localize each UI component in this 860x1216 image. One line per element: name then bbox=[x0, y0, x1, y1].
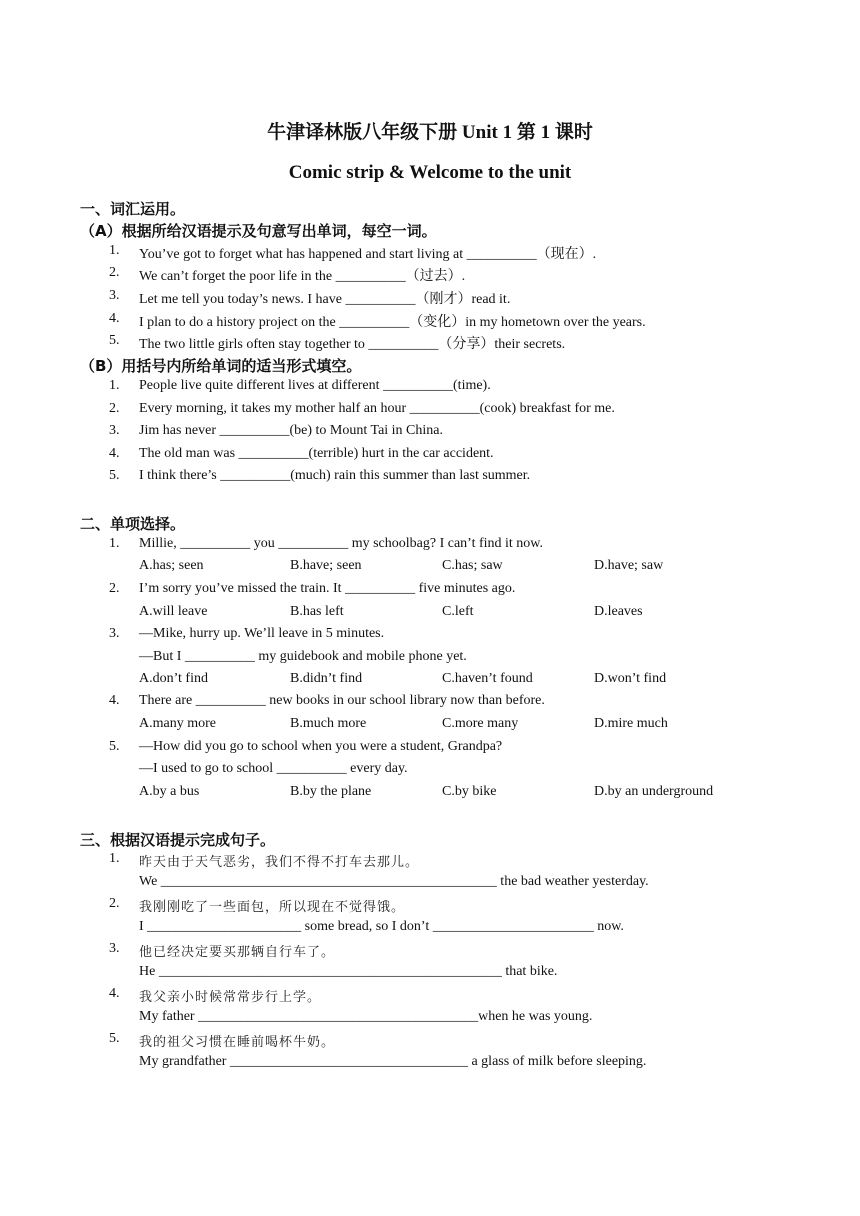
mc-option: D.have; saw bbox=[594, 558, 664, 573]
mc-option: A.by a bus bbox=[139, 784, 200, 799]
item-number: 5. bbox=[109, 739, 120, 754]
mc-question-1: Millie, __________ you __________ my schoolbag? I can’t find it now. bbox=[139, 536, 544, 551]
mc-option: A.has; seen bbox=[139, 558, 204, 573]
partB-item-3: Jim has never __________(be) to Mount Tai in China. bbox=[139, 423, 444, 438]
translation-prompt-5: 我的祖父习惯在睡前喝杯牛奶。 bbox=[139, 1035, 336, 1050]
mc-question-5-line-2: —I used to go to school __________ every day. bbox=[139, 761, 408, 776]
partA-item-1: You’ve got to forget what has happened and start living at __________（现在）. bbox=[139, 247, 597, 262]
section1-partB-heading: （B）用括号内所给单词的适当形式填空。 bbox=[80, 357, 362, 375]
mc-question-3-line-2: —But I __________ my guidebook and mobile phone yet. bbox=[139, 649, 467, 664]
mc-option: D.won’t find bbox=[594, 671, 667, 686]
item-number: 1. bbox=[109, 851, 120, 866]
mc-option: C.left bbox=[442, 604, 474, 619]
mc-option: B.have; seen bbox=[290, 558, 362, 573]
partB-item-4: The old man was __________(terrible) hurt in the car accident. bbox=[139, 446, 494, 461]
partA-item-3: Let me tell you today’s news. I have __________（刚才）read it. bbox=[139, 292, 511, 307]
item-number: 5. bbox=[109, 333, 120, 348]
mc-question-2: I’m sorry you’ve missed the train. It __________ five minutes ago. bbox=[139, 581, 516, 596]
section2-heading: 二、单项选择。 bbox=[80, 515, 186, 533]
section1-heading: 一、词汇运用。 bbox=[80, 200, 186, 218]
mc-option: B.by the plane bbox=[290, 784, 372, 799]
item-number: 5. bbox=[109, 468, 120, 483]
partA-item-2: We can’t forget the poor life in the __________（过去）. bbox=[139, 269, 466, 284]
partA-item-4: I plan to do a history project on the __________（变化）in my hometown over the years. bbox=[139, 315, 646, 330]
item-number: 3. bbox=[109, 423, 120, 438]
translation-sentence-3: He _________________________________________________ that bike. bbox=[139, 964, 558, 979]
mc-option: A.will leave bbox=[139, 604, 208, 619]
item-number: 2. bbox=[109, 896, 120, 911]
translation-sentence-4: My father ________________________________________when he was young. bbox=[139, 1009, 593, 1024]
item-number: 4. bbox=[109, 693, 120, 708]
section3-heading: 三、根据汉语提示完成句子。 bbox=[80, 831, 276, 849]
mc-option: D.leaves bbox=[594, 604, 643, 619]
partB-item-1: People live quite different lives at different __________(time). bbox=[139, 378, 491, 393]
mc-option: B.didn’t find bbox=[290, 671, 363, 686]
mc-option: B.much more bbox=[290, 716, 367, 731]
item-number: 1. bbox=[109, 378, 120, 393]
mc-option: B.has left bbox=[290, 604, 344, 619]
mc-option: C.more many bbox=[442, 716, 519, 731]
mc-question-4: There are __________ new books in our school library now than before. bbox=[139, 693, 545, 708]
item-number: 3. bbox=[109, 288, 120, 303]
mc-option: C.has; saw bbox=[442, 558, 503, 573]
translation-prompt-4: 我父亲小时候常常步行上学。 bbox=[139, 990, 322, 1005]
item-number: 4. bbox=[109, 986, 120, 1001]
mc-option: A.many more bbox=[139, 716, 216, 731]
section1-partA-heading: （A）根据所给汉语提示及句意写出单词，每空一词。 bbox=[80, 222, 437, 240]
item-number: 1. bbox=[109, 243, 120, 258]
mc-question-3-line-1: —Mike, hurry up. We’ll leave in 5 minutes. bbox=[139, 626, 385, 641]
translation-prompt-3: 他已经决定要买那辆自行车了。 bbox=[139, 945, 336, 960]
mc-option: A.don’t find bbox=[139, 671, 208, 686]
item-number: 5. bbox=[109, 1031, 120, 1046]
item-number: 1. bbox=[109, 536, 120, 551]
partB-item-5: I think there’s __________(much) rain this summer than last summer. bbox=[139, 468, 531, 483]
translation-prompt-1: 昨天由于天气恶劣，我们不得不打车去那儿。 bbox=[139, 855, 420, 870]
item-number: 2. bbox=[109, 265, 120, 280]
translation-prompt-2: 我刚刚吃了一些面包，所以现在不觉得饿。 bbox=[139, 900, 406, 915]
item-number: 2. bbox=[109, 581, 120, 596]
mc-question-5-line-1: —How did you go to school when you were a student, Grandpa? bbox=[139, 739, 503, 754]
item-number: 3. bbox=[109, 941, 120, 956]
page-title: 牛津译林版八年级下册 Unit 1 第 1 课时 bbox=[267, 122, 593, 143]
item-number: 2. bbox=[109, 401, 120, 416]
translation-sentence-5: My grandfather __________________________________ a glass of milk before sleeping. bbox=[139, 1054, 647, 1069]
translation-sentence-2: I ______________________ some bread, so I don’t _______________________ now. bbox=[139, 919, 624, 934]
partB-item-2: Every morning, it takes my mother half an hour __________(cook) breakfast for me. bbox=[139, 401, 615, 416]
item-number: 4. bbox=[109, 446, 120, 461]
page-subtitle: Comic strip & Welcome to the unit bbox=[288, 162, 572, 183]
translation-sentence-1: We ________________________________________________ the bad weather yesterday. bbox=[139, 874, 649, 889]
item-number: 4. bbox=[109, 311, 120, 326]
mc-option: C.haven’t found bbox=[442, 671, 533, 686]
item-number: 3. bbox=[109, 626, 120, 641]
mc-option: D.by an underground bbox=[594, 784, 714, 799]
mc-option: D.mire much bbox=[594, 716, 668, 731]
mc-option: C.by bike bbox=[442, 784, 497, 799]
partA-item-5: The two little girls often stay together to __________（分享）their secrets. bbox=[139, 337, 566, 352]
